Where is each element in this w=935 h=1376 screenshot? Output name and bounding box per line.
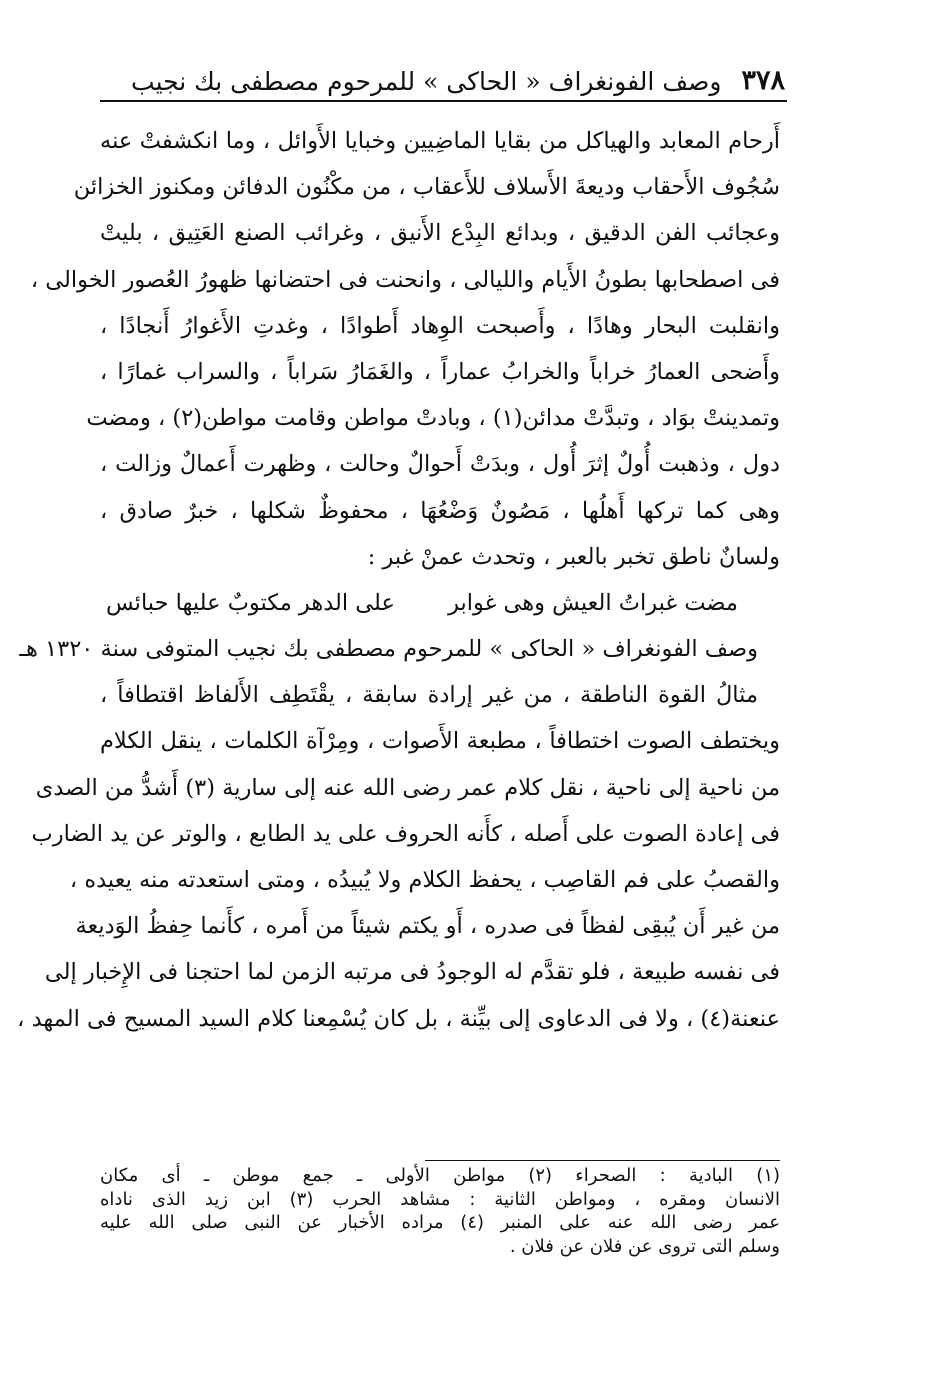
verse-line: [100, 580, 780, 626]
text-line: وانقلبت البحار وهادًا ، وأَصبحت الوِهاد أَطوادًا ، وغدتِ الأَغوارُ أَنجادًا ،: [100, 312, 780, 339]
text-line: مثالُ القوة الناطقة ، من غير إرادة سابقة ، يقْتَطِف الأَلفاظ اقتطافاً ،: [100, 682, 758, 709]
text-line: وعجائب الفن الدقيق ، وبدائع البِدْع الأَنيق ، وغرائب الصنع العَتِيق ، بليتْ: [100, 220, 780, 247]
footnotes: [100, 1164, 780, 1258]
page-number: ٣٧٨: [741, 65, 785, 96]
footnote-line: عمر رضى الله عنه على المنبر (٤) مراده الأخبار عن النبى صلى الله عليه: [100, 1212, 781, 1233]
text-line: من ناحية إلى ناحية ، نقل كلام عمر رضى الله عنه إلى سارية (٣) أَشدُّ من الصدى: [35, 774, 780, 801]
footnote-line: وسلم التى تروى عن فلان عن فلان .: [509, 1235, 780, 1257]
main-text: [17, 118, 780, 1042]
footnote-line: الانسان ومقره ، ومواطن الثانية : مشاهد الحرب (٣) ابن زيد الذى ناداه: [100, 1188, 780, 1210]
text-line: أَرحام المعابد والهياكل من بقايا الماضِيين وخبايا الأَوائل ، وما انكشفتْ عنه: [100, 128, 780, 154]
text-line: فى اصطحابها بطونُ الأَيام والليالى ، وانحنت فى احتضانها ظهورُ العُصور الخوالى ،: [30, 266, 780, 293]
text-line: وهى كما تركها أَهلُها ، مَصُونٌ وَضْعُهَا ، محفوظٌ شكلها ، خبرٌ صادق ،: [100, 497, 780, 524]
text-line: وتمدينتْ بوَاد ، وتبدَّتْ مدائن(١) ، وبادتْ مواطن وقامت مواطن(٢) ، ومضت: [86, 405, 780, 432]
running-title: وصف الفونغراف « الحاكى » للمرحوم مصطفى بك نجيب: [131, 67, 722, 96]
text-line: ولسانٌ ناطق تخبر بالعبر ، وتحدث عمنْ غبر :: [367, 543, 780, 570]
verse-hemistich-second: على الدهر مكتوبٌ عليها حبائس: [106, 589, 395, 616]
verse-hemistich-first: مضت غبراتُ العيش وهى غوابر: [448, 589, 738, 616]
text-line: والقصبُ على فم القاصِب ، يحفظ الكلام ولا يُبيدُه ، ومتى استعدته منه يعيده ،: [69, 867, 780, 893]
running-header: [100, 52, 785, 96]
text-line: سُجُوف الأَحقاب وديعةَ الأَسلاف للأَعقاب ، من مكْنُون الدفائن ومكنوز الخزائن: [73, 174, 780, 201]
text-line: وأَضحى العمارُ خراباً والخرابُ عماراً ، والغَمَارُ سَراباً ، والسراب غمارًا ،: [100, 358, 780, 385]
text-line: عنعنة(٤) ، ولا فى الدعاوى إلى بيِّنة ، بل كان يُسْمِعنا كلام السيد المسيح فى المهد ،: [17, 1005, 780, 1032]
section-title: وصف الفونغراف « الحاكى » للمرحوم مصطفى بك نجيب المتوفى سنة ١٣٢٠ هـ: [19, 636, 758, 663]
footnote-rule: [425, 1160, 780, 1161]
text-line: فى إعادة الصوت على أَصله ، كأَنه الحروف على يد الطابع ، والوتر عن يد الضارب: [31, 820, 780, 847]
text-line: من غير أَن يُبقِى لفظاً فى صدره ، أَو يكتم شيئاً من أَمره ، كأَنما حِفظُ الوَديعة: [75, 913, 780, 940]
text-line: ويختطف الصوت اختطافاً ، مطبعة الأَصوات ، ومِرْآة الكلمات ، ينقل الكلام: [100, 728, 780, 755]
header-rule: [100, 100, 787, 102]
footnote-line: (١) البادية : الصحراء (٢) مواطن الأولى ـ جمع موطن ـ أى مكان: [100, 1165, 781, 1186]
text-line: دول ، وذهبت أُولٌ إثرَ أُول ، وبدَتْ أَحوالٌ وحالت ، وظهرت أَعمالٌ وزالت ،: [100, 451, 780, 478]
text-line: فى نفسه طبيعة ، فلو تقدَّم له الوجودُ فى مرتبه الزمن لما احتجنا فى الإِخبار إلى: [44, 959, 780, 986]
